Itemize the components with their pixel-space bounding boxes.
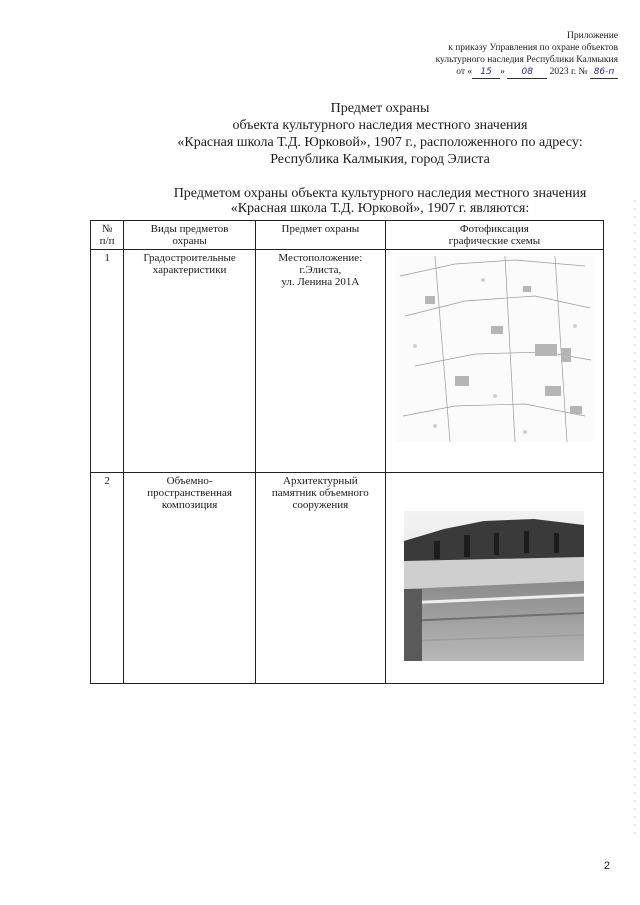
row-photo-cell xyxy=(385,250,603,473)
header-subject: Предмет охраны xyxy=(255,221,385,250)
row-photo-cell xyxy=(385,473,603,684)
protection-table xyxy=(90,220,604,684)
row-subject: Местоположение: г.Элиста, ул. Ленина 201А xyxy=(255,250,385,473)
appendix-line-2: к приказу Управления по охране объектов xyxy=(448,43,618,53)
building-photo xyxy=(404,511,584,661)
date-quote: » xyxy=(500,67,505,77)
date-prefix: от « xyxy=(456,67,473,77)
handwritten-month: 08 xyxy=(507,66,547,79)
handwritten-day: 15 xyxy=(472,66,500,79)
row-kind: Объемно- пространственная композиция xyxy=(124,473,256,684)
appendix-line-1: Приложение xyxy=(567,31,618,41)
title-line-4: Республика Калмыкия, город Элиста xyxy=(270,152,490,167)
title-line-3: «Красная школа Т.Д. Юрковой», 1907 г., расположенного по адресу: xyxy=(177,135,583,150)
row-num: 2 xyxy=(91,473,124,684)
header-kind: Виды предметов охраны xyxy=(124,221,256,250)
header-photo: Фотофиксация графические схемы xyxy=(385,221,603,250)
row-num: 1 xyxy=(91,250,124,473)
subject-line-2: «Красная школа Т.Д. Юрковой», 1907 г. являются: xyxy=(230,201,530,216)
table-row xyxy=(91,473,604,684)
appendix-date-line xyxy=(436,66,618,79)
document-title xyxy=(150,100,610,168)
row-subject: Архитектурный памятник объемного сооружения xyxy=(255,473,385,684)
scan-edge-artifact xyxy=(634,200,636,840)
handwritten-number: 86-п xyxy=(590,66,618,79)
site-plan-image xyxy=(395,256,593,442)
row-kind: Градостроительные характеристики xyxy=(124,250,256,473)
page-number: 2 xyxy=(603,860,610,872)
protection-subject-intro xyxy=(150,186,610,216)
title-line-1: Предмет охраны xyxy=(330,101,430,116)
appendix-header xyxy=(436,30,618,79)
site-plan-drawing xyxy=(395,256,593,442)
header-num: № п/п xyxy=(91,221,124,250)
table-header-row xyxy=(91,221,604,250)
building-photo-drawing xyxy=(404,511,584,661)
subject-line-1: Предметом охраны объекта культурного наследия местного значения xyxy=(173,186,587,201)
title-line-2: объекта культурного наследия местного значения xyxy=(232,118,528,133)
date-year: 2023 г. № xyxy=(549,67,588,77)
table-row xyxy=(91,250,604,473)
appendix-line-3: культурного наследия Республики Калмыкия xyxy=(435,55,618,65)
